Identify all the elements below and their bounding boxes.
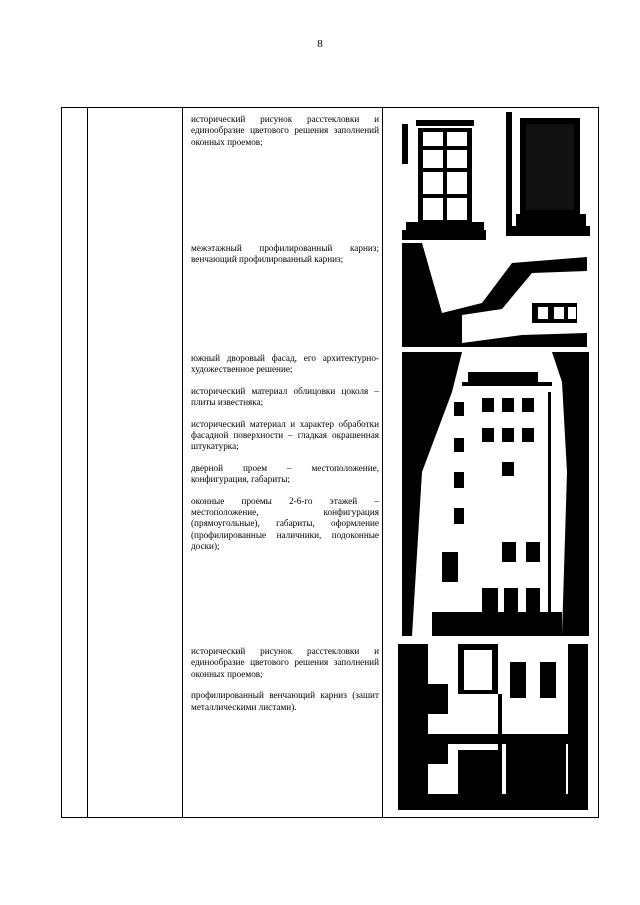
- row-1-paragraph-1: исторический рисунок расстекловки и единообразие цветового решения заполнений оконных проемов;: [191, 114, 379, 147]
- row-3-text: [191, 353, 379, 563]
- row-3-paragraph-4: дверной проем – местоположение, конфигурация, габариты;: [191, 462, 379, 485]
- row-4-paragraph-2: профилированный венчающий карниз (зашит металлическими листами).: [191, 690, 379, 712]
- row-4-text: [191, 646, 379, 723]
- row-4-paragraph-1: исторический рисунок расстекловки и единообразие цветового решения заполнений оконных проемов;: [191, 646, 379, 679]
- row-3-paragraph-2: исторический материал облицовки цоколя – плиты известняка;: [191, 385, 379, 408]
- photo-courtyard-facade: [402, 352, 589, 636]
- row-3-paragraph-3: исторический материал и характер обработки фасадной поверхности – гладкая окрашенная штукатурка;: [191, 418, 379, 452]
- row-2-text: [191, 243, 379, 276]
- column-divider-3: [382, 108, 383, 817]
- row-1-text: [191, 114, 379, 158]
- page-number: 8: [317, 38, 323, 50]
- row-3-paragraph-5: оконные проемы 2-6-го этажей – местоположение, конфигурация (прямоугольные), габариты, оформление (профилированные наличники, подоконные доски);: [191, 495, 379, 552]
- photo-window-left: [402, 114, 486, 240]
- column-divider-2: [182, 108, 183, 817]
- row-3-paragraph-1: южный дворовый фасад, его архитектурно-художественное решение;: [191, 353, 379, 375]
- photo-courtyard-lower: [398, 644, 588, 810]
- column-divider-1: [87, 108, 88, 817]
- row-2-paragraph-1: межэтажный профилированный карниз; венчающий профилированный карниз;: [191, 243, 379, 265]
- photo-window-right: [502, 112, 590, 236]
- photo-cornice: [402, 243, 587, 347]
- protection-table: [61, 107, 599, 818]
